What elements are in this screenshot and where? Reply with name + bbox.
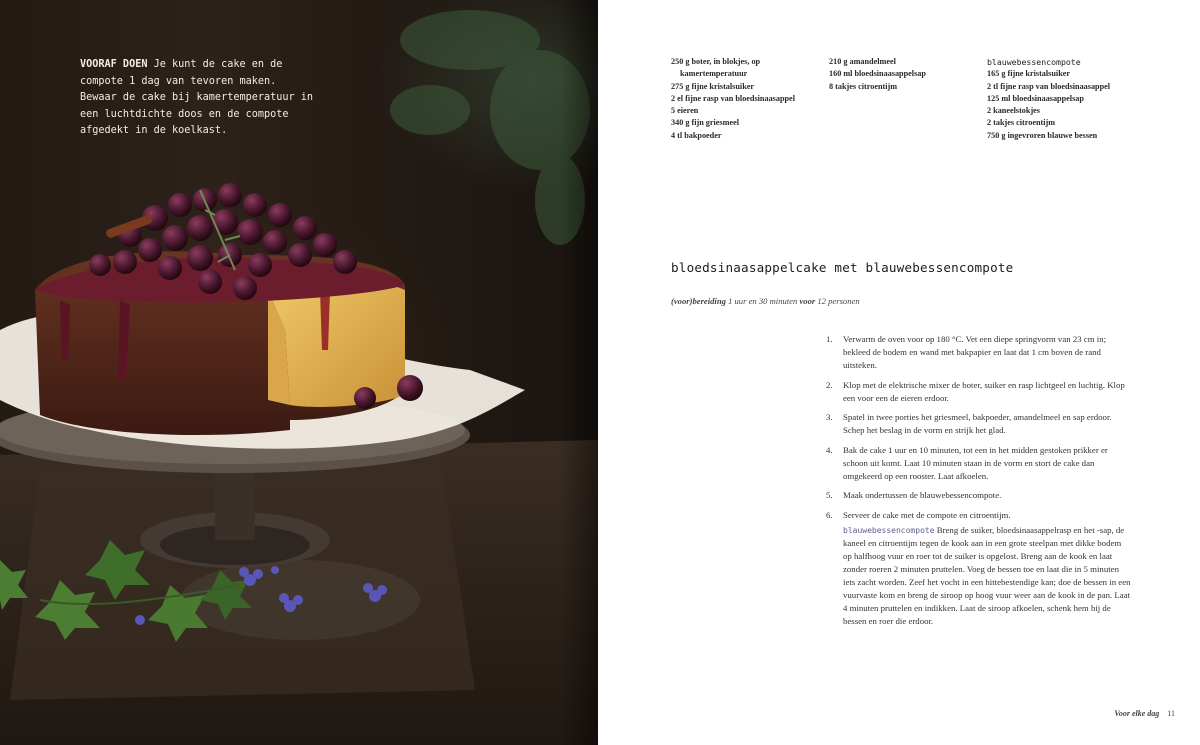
compote-method <box>843 524 1131 628</box>
recipe-meta <box>671 296 860 306</box>
recipe-title: bloedsinaasappelcake met blauwebessencompote <box>671 260 1014 275</box>
method-step <box>826 333 1131 372</box>
page-footer <box>1114 709 1175 718</box>
step-number: 4. <box>826 444 833 455</box>
step-number: 6. <box>826 509 833 520</box>
step-number: 1. <box>826 334 833 344</box>
ingredient-item: 275 g fijne kristalsuiker <box>671 81 755 91</box>
compote-method-heading: blauwebessencompote <box>843 526 935 535</box>
ingredient-item: 750 g ingevroren blauwe bessen <box>987 130 1098 140</box>
method-step <box>826 509 1131 522</box>
method-step <box>826 489 1131 502</box>
ingredient-item: 160 ml bloedsinaasappelsap <box>829 69 926 79</box>
ingredient-item: 2 tl fijne rasp van bloedsinaasappel <box>987 81 1111 91</box>
prepare-ahead-label: VOORAF DOEN <box>80 59 148 70</box>
prep-time: 1 uur en 30 minuten <box>728 296 798 306</box>
prep-label: (voor)bereiding <box>671 296 726 306</box>
method-step <box>826 379 1131 405</box>
compote-ingredients-heading: blauwebessencompote <box>987 57 1081 67</box>
ingredient-item: kamertemperatuur <box>680 69 748 79</box>
ingredient-item: 165 g fijne kristalsuiker <box>987 69 1071 79</box>
serves-label: voor <box>799 296 816 306</box>
ingredient-item: 8 takjes citroentijm <box>829 81 898 91</box>
prepare-ahead-text: Je kunt de cake en de compote 1 dag van tevoren maken. Bewaar de cake bij kamertemperatuur in een luchtdichte doos en de compote afgedekt in de koelkast. <box>80 59 314 136</box>
recipe-page <box>598 0 1200 745</box>
step-text: Klop met de elektrische mixer de boter, suiker en rasp lichtgeel en luchtig. Klop een voor een de eieren erdoor. <box>843 379 1125 403</box>
method-steps <box>826 333 1131 528</box>
prepare-ahead-note <box>80 57 315 140</box>
ingredient-item: 2 takjes citroentijm <box>987 118 1056 128</box>
method-step <box>826 444 1131 483</box>
ingredient-item: 2 el fijne rasp van bloedsinaasappel <box>671 93 795 103</box>
ingredient-item: 2 kaneelstokjes <box>987 106 1040 116</box>
food-photo <box>0 0 598 745</box>
method-step <box>826 411 1131 437</box>
page-number: 11 <box>1167 709 1175 718</box>
ingredient-list-compote <box>987 56 1147 142</box>
step-text: Serveer de cake met de compote en citroentijm. <box>843 509 1011 520</box>
step-number: 2. <box>826 379 833 390</box>
ingredient-item: 210 g amandelmeel <box>829 57 896 66</box>
step-text: Spatel in twee porties het griesmeel, bakpoeder, amandelmeel en sap erdoor. Schep het beslag in de vorm en strijk het glad. <box>843 412 1112 435</box>
ingredient-list-cake-2 <box>829 56 979 93</box>
wooden-table <box>0 440 598 745</box>
step-number: 3. <box>826 412 833 422</box>
step-text: Maak ondertussen de blauwebessencompote. <box>843 490 1002 500</box>
ingredient-item: 125 ml bloedsinaasappelsap <box>987 93 1084 103</box>
section-name: Voor elke dag <box>1114 709 1160 718</box>
ingredient-item: 250 g boter, in blokjes, op <box>671 57 761 66</box>
serves-value: 12 personen <box>817 296 860 306</box>
step-number: 5. <box>826 490 833 500</box>
ingredient-item: 5 eieren <box>671 106 699 116</box>
ingredient-list-cake-1 <box>671 56 821 142</box>
step-text: Bak de cake 1 uur en 10 minuten, tot een in het midden gestoken prikker er schoon uit komt. Laat 10 minuten staan in de vorm en stort de cake dan omgekeerd op een rooster. Laat afkoelen. <box>843 444 1108 481</box>
compote-method-text: Breng de suiker, bloedsinaasappelrasp en het -sap, de kaneel en citroentijm tegen de kook aan in een grote steelpan met dikke bodem op halfhoog vuur en roer tot de suiker is opgelost. Breng aan de kook en laat zonder roeren 2 minuten pruttelen. Voeg de bessen toe en laat die in 5 minuten iets zacht worden. Zeef het vocht in een hittebestendige kan; doe de bessen in een vuurvaste kom en breng de siroop op hoog vuur weer aan de kook in de pan. Laat 4 minuten pruttelen en indikken. Laat de siroop afkoelen, schenk hem bij de bessen en roer die erdoor. <box>843 525 1131 626</box>
ingredient-item: 4 tl bakpoeder <box>671 130 722 140</box>
ingredient-item: 340 g fijn griesmeel <box>671 118 739 128</box>
gutter-shadow <box>560 0 598 745</box>
step-text: Verwarm de oven voor op 180 °C. Vet een diepe springvorm van 23 cm in; bekleed de bodem en wand met bakpapier en laat dat 1 cm boven de rand uitsteken. <box>843 334 1107 370</box>
